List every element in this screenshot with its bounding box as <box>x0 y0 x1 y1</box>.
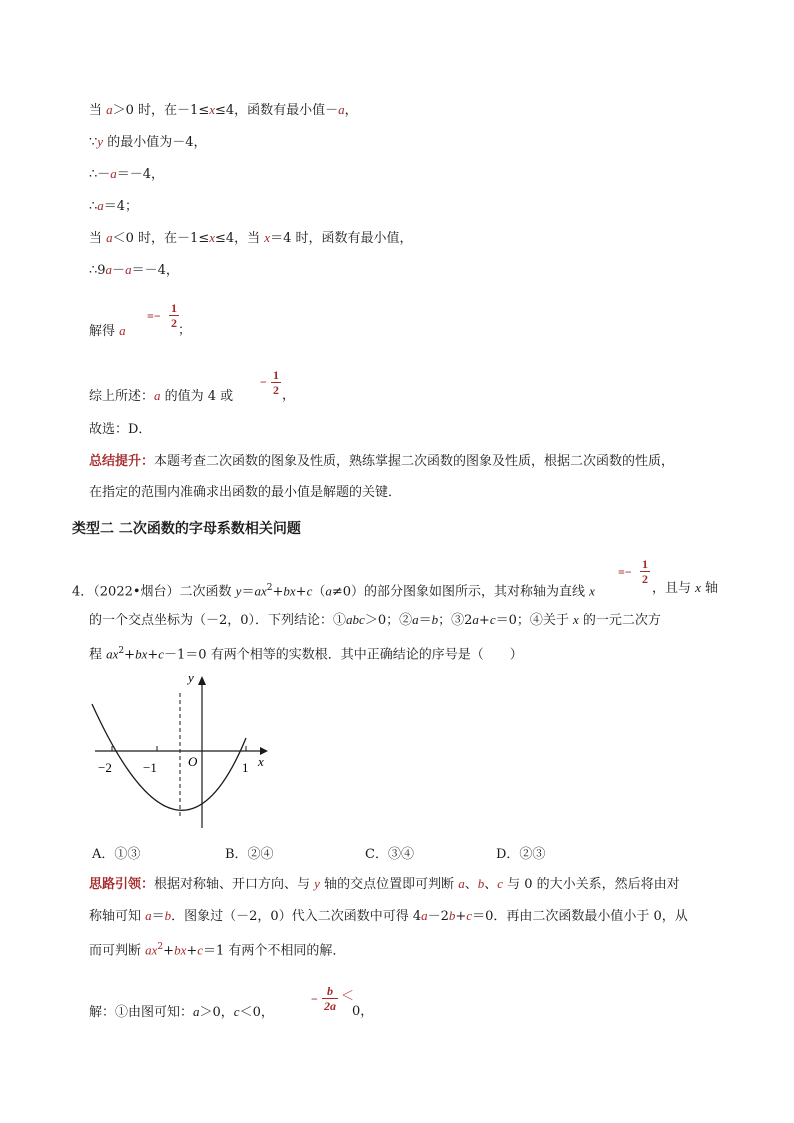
hint-line-2: 称轴可知 a＝b．图象过（－2，0）代入二次函数中可得 4a－2b+c＝0．再由二次函数最小值小于 0，从 <box>89 908 688 924</box>
solution-line-9: 故选：D． <box>89 422 152 437</box>
tick-label-minus-1: −1 <box>143 760 157 775</box>
solution-step-1-end: 0， <box>352 1004 374 1019</box>
y-axis-label: y <box>188 670 194 685</box>
summary-line-2: 在指定的范围内准确求出函数的最小值是解题的关键． <box>89 485 402 500</box>
option-a[interactable]: A．①③ <box>92 847 141 862</box>
solution-line-3: ∴－a＝－4， <box>89 166 165 182</box>
solution-line-5: 当 a＜0 时，在－1≤x≤4，当 x＝4 时，函数有最小值， <box>89 230 413 246</box>
solution-line-7-end: ； <box>178 323 192 338</box>
tick-label-1: 1 <box>242 760 249 775</box>
y-axis-arrow <box>198 676 206 685</box>
origin-label: O <box>188 754 198 769</box>
question-line-3: 程 $ax^2+bx+c-1=0$ 有两个相等的实数根．其中正确结论的序号是（ ） <box>89 646 523 663</box>
solution-line-8: 综上所述：a 的值为 4 或 <box>89 388 234 404</box>
hint-label: 思路引领： <box>89 877 155 892</box>
parabola-graph <box>80 668 280 833</box>
solution-line-7: 解得 a <box>89 323 126 339</box>
hint-line-1: 思路引领：根据对称轴、开口方向、与 y 轴的交点位置即可判断 a、b、c 与 0 的大小关系，然后将由对 <box>89 876 680 892</box>
option-b[interactable]: B．②④ <box>225 847 274 862</box>
question-line-1: 4．（2022•烟台）二次函数 $y=ax^2+bx+c(a\ne 0)$的部分图象如图所示，其对称轴为直线 x <box>72 583 595 600</box>
solution-line-6: ∴9a－a＝－4， <box>89 262 179 278</box>
option-c[interactable]: C．③④ <box>365 847 414 862</box>
solution-line-8-end: ， <box>282 388 296 403</box>
solution-step-1: 解：①由图可知：a＞0，c＜0， <box>89 1004 274 1020</box>
solution-line-1: 当 a＞0 时，在－1≤x≤4，函数有最小值－a， <box>89 102 358 118</box>
parabola-curve <box>92 704 246 810</box>
option-d[interactable]: D．②③ <box>496 847 546 862</box>
hint-line-3: 而可判断 $ax^2+bx+c=1$ 有两个不相同的解． <box>89 942 346 959</box>
solution-line-2: ∵y 的最小值为－4， <box>89 134 207 150</box>
question-line-1-end: ，且与 x 轴 <box>652 580 719 596</box>
question-line-2: 的一个交点坐标为（－2，0）．下列结论：①abc＞0；②a＝b；③2a+c＝0；④关于 x 的一元二次方 <box>89 612 661 628</box>
tick-label-minus-2: −2 <box>98 760 112 775</box>
summary-line-1: 总结提升：本题考查二次函数的图象及性质，熟练掌握二次函数的图象及性质，根据二次函数的性质， <box>89 454 675 469</box>
section-heading: 类型二 二次函数的字母系数相关问题 <box>72 521 301 537</box>
solution-line-4: ∴a＝4； <box>89 198 139 214</box>
x-axis-label: x <box>258 754 264 769</box>
summary-label: 总结提升： <box>89 454 155 469</box>
